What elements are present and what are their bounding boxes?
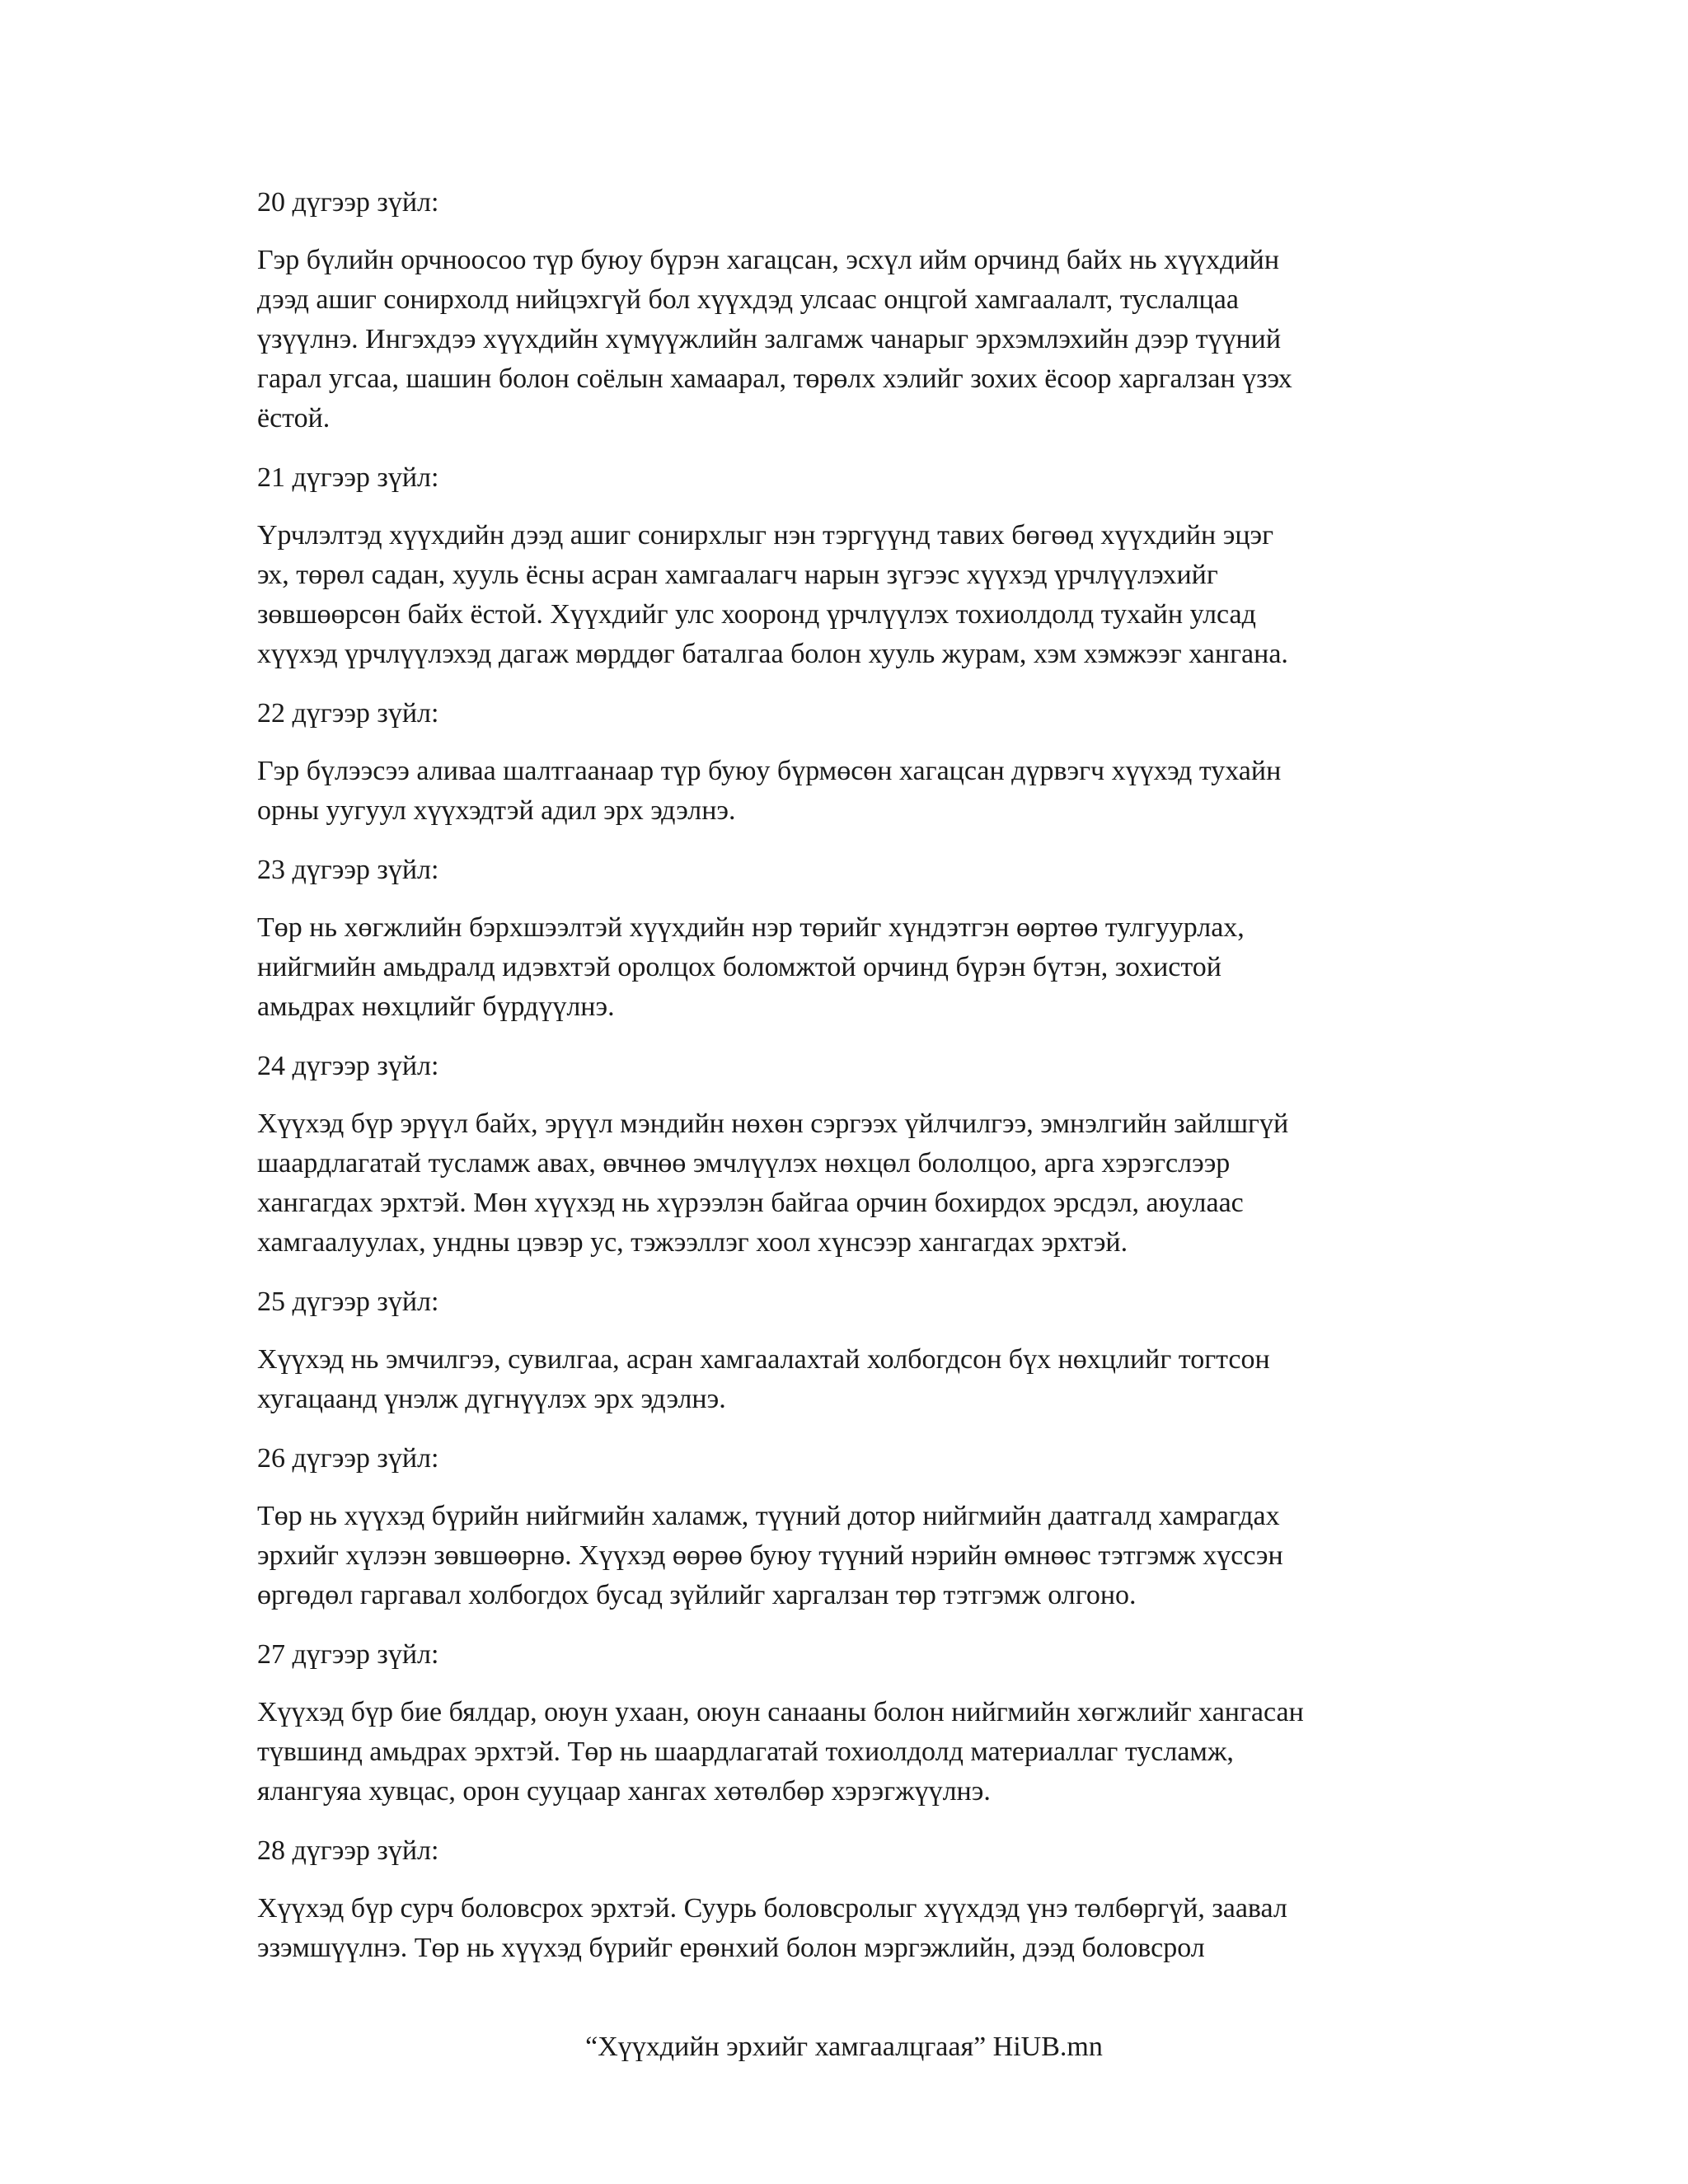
article-28 <box>257 1831 1452 1968</box>
text-line: Төр нь хөгжлийн бэрхшээлтэй хүүхдийн нэр төрийг хүндэтгэн өөртөө тулгуурлах, <box>257 912 1245 943</box>
article-heading: 22 дүгээр зүйл: <box>257 698 439 729</box>
text-line: Гэр бүлийн орчноосоо түр буюу бүрэн хагацсан, эсхүл ийм орчинд байх нь хүүхдийн <box>257 245 1280 275</box>
article-text <box>257 1497 1452 1615</box>
text-line: Хүүхэд бүр бие бялдар, оюун ухаан, оюун санааны болон нийгмийн хөгжлийг хангасан <box>257 1697 1304 1727</box>
article-text <box>257 752 1452 831</box>
article-26 <box>257 1439 1452 1615</box>
article-heading: 24 дүгээр зүйл: <box>257 1051 439 1081</box>
text-line: эзэмшүүлнэ. Төр нь хүүхэд бүрийг ерөнхий болон мэргэжлийн, дээд боловсрол <box>257 1933 1205 1963</box>
article-heading: 25 дүгээр зүйл: <box>257 1286 439 1317</box>
text-line: Үрчлэлтэд хүүхдийн дээд ашиг сонирхлыг нэн тэргүүнд тавих бөгөөд хүүхдийн эцэг <box>257 520 1274 551</box>
text-line: зөвшөөрсөн байх ёстой. Хүүхдийг улс хооронд үрчлүүлэх тохиолдолд тухайн улсад <box>257 599 1256 630</box>
article-text <box>257 1889 1452 1968</box>
text-line: шаардлагатай тусламж авах, өвчнөө эмчлүүлэх нөхцөл бололцоо, арга хэрэгслээр <box>257 1148 1231 1179</box>
article-text <box>257 1693 1452 1811</box>
article-25 <box>257 1282 1452 1419</box>
article-heading: 27 дүгээр зүйл: <box>257 1639 439 1670</box>
article-text <box>257 1104 1452 1263</box>
text-line: Хүүхэд бүр эрүүл байх, эрүүл мэндийн нөхөн сэргээх үйлчилгээ, эмнэлгийн зайлшгүй <box>257 1108 1289 1139</box>
text-line: ялангуяа хувцас, орон сууцаар хангах хөтөлбөр хэрэгжүүлнэ. <box>257 1776 991 1807</box>
document-body <box>257 183 1452 1988</box>
text-line: өргөдөл гаргавал холбогдох бусад зүйлийг харгалзан төр тэтгэмж олгоно. <box>257 1580 1137 1610</box>
article-text <box>257 516 1452 674</box>
article-heading: 23 дүгээр зүйл: <box>257 855 439 885</box>
text-line: амьдрах нөхцлийг бүрдүүлнэ. <box>257 991 615 1022</box>
article-23 <box>257 851 1452 1027</box>
article-heading: 28 дүгээр зүйл: <box>257 1835 439 1866</box>
text-line: Хүүхэд бүр сурч боловсрох эрхтэй. Суурь боловсролыг хүүхдэд үнэ төлбөргүй, заавал <box>257 1893 1287 1924</box>
article-heading: 26 дүгээр зүйл: <box>257 1443 439 1474</box>
article-heading: 20 дүгээр зүйл: <box>257 187 439 218</box>
text-line: түвшинд амьдрах эрхтэй. Төр нь шаардлагатай тохиолдолд материаллаг тусламж, <box>257 1736 1234 1767</box>
text-line: үзүүлнэ. Ингэхдээ хүүхдийн хүмүүжлийн залгамж чанарыг эрхэмлэхийн дээр түүний <box>257 324 1282 354</box>
text-line: Гэр бүлээсээ аливаа шалтгаанаар түр буюу бүрмөсөн хагацсан дүрвэгч хүүхэд тухайн <box>257 756 1282 786</box>
text-line: дээд ашиг сонирхолд нийцэхгүй бол хүүхдэд улсаас онцгой хамгаалалт, туслалцаа <box>257 284 1239 315</box>
article-text <box>257 241 1452 438</box>
text-line: нийгмийн амьдралд идэвхтэй оролцох боломжтой орчинд бүрэн бүтэн, зохистой <box>257 952 1221 982</box>
text-line: хамгаалуулах, ундны цэвэр ус, тэжээллэг хоол хүнсээр хангагдах эрхтэй. <box>257 1227 1128 1258</box>
article-text <box>257 1340 1452 1419</box>
article-20 <box>257 183 1452 438</box>
text-line: эх, төрөл садан, хууль ёсны асран хамгаалагч нарын зүгээс хүүхэд үрчлүүлэхийг <box>257 560 1218 590</box>
article-21 <box>257 458 1452 674</box>
article-27 <box>257 1635 1452 1811</box>
text-line: Хүүхэд нь эмчилгээ, сувилгаа, асран хамгаалахтай холбогдсон бүх нөхцлийг тогтсон <box>257 1344 1270 1375</box>
article-heading: 21 дүгээр зүйл: <box>257 462 439 493</box>
text-line: гарал угсаа, шашин болон соёлын хамаарал, төрөлх хэлийг зохих ёсоор харгалзан үзэх <box>257 363 1292 394</box>
article-text <box>257 908 1452 1027</box>
text-line: хүүхэд үрчлүүлэхэд дагаж мөрддөг баталгаа болон хууль журам, хэм хэмжээг хангана. <box>257 639 1288 669</box>
text-line: хангагдах эрхтэй. Мөн хүүхэд нь хүрээлэн байгаа орчин бохирдох эрсдэл, аюулаас <box>257 1188 1244 1218</box>
text-line: Төр нь хүүхэд бүрийн нийгмийн халамж, түүний дотор нийгмийн даатгалд хамрагдах <box>257 1501 1280 1531</box>
text-line: эрхийг хүлээн зөвшөөрнө. Хүүхэд өөрөө буюу түүний нэрийн өмнөөс тэтгэмж хүссэн <box>257 1540 1283 1571</box>
text-line: орны уугуул хүүхэдтэй адил эрх эдэлнэ. <box>257 795 736 826</box>
page-footer: “Хүүхдийн эрхийг хамгаалцгаая” HiUB.mn <box>585 2032 1103 2062</box>
article-22 <box>257 694 1452 831</box>
article-24 <box>257 1047 1452 1263</box>
text-line: хугацаанд үнэлж дүгнүүлэх эрх эдэлнэ. <box>257 1384 726 1414</box>
text-line: ёстой. <box>257 403 331 434</box>
